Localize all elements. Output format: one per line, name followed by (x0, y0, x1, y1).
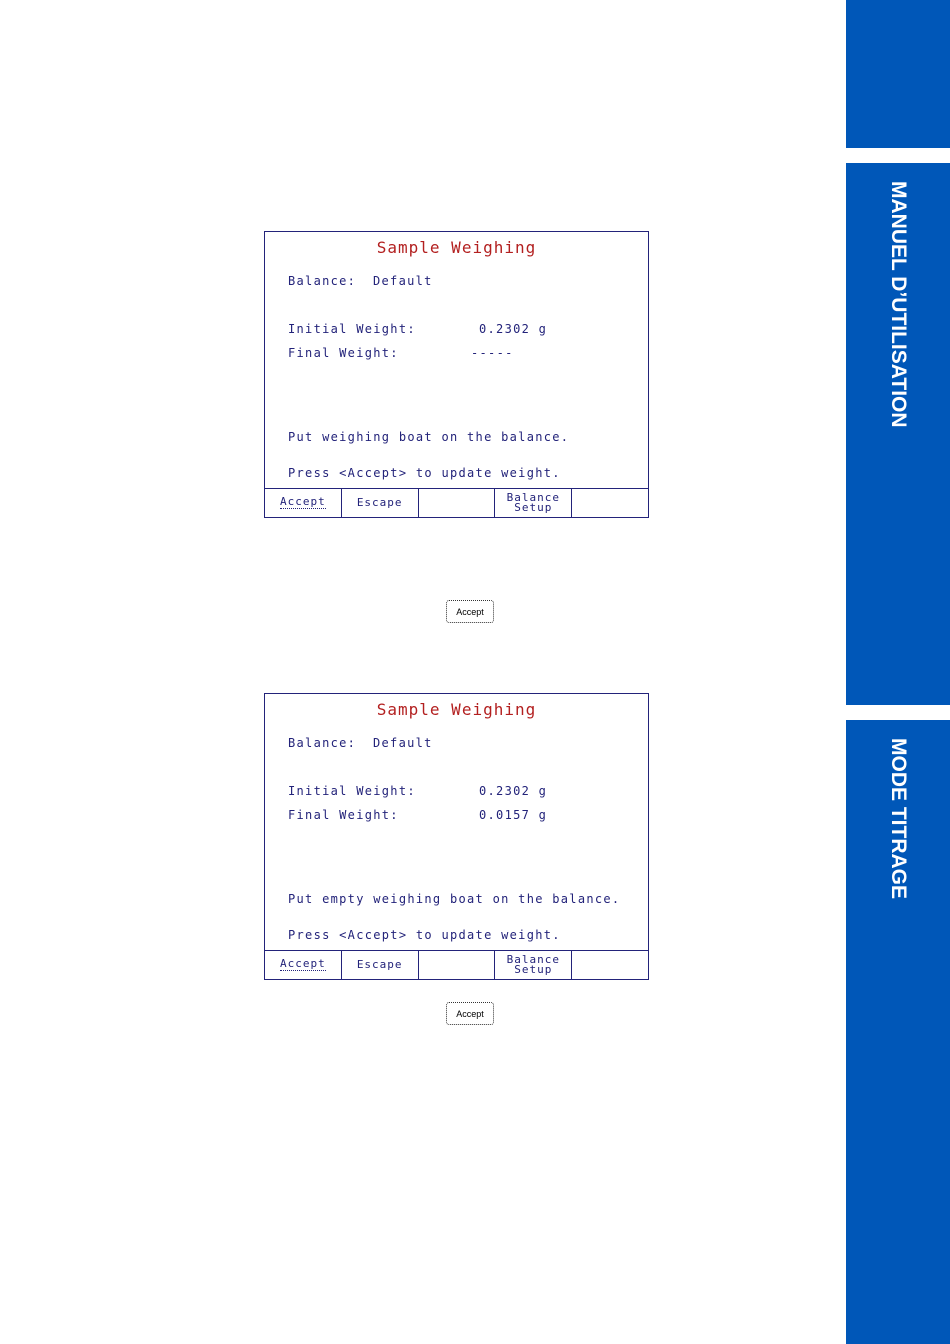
softkey-escape[interactable]: Escape (342, 951, 419, 979)
side-tab-manual-label: MANUEL D’UTILISATION (887, 181, 910, 428)
sample-weighing-screen-2 (264, 693, 649, 980)
side-tab-mode (846, 720, 950, 1344)
instruction-message: Put weighing boat on the balance. (288, 430, 570, 444)
final-weight-label: Final Weight: (288, 808, 399, 822)
softkey-accept[interactable]: Accept (265, 951, 342, 979)
softkey-bar (265, 950, 648, 979)
final-weight-label: Final Weight: (288, 346, 399, 360)
instruction-message: Put empty weighing boat on the balance. (288, 892, 621, 906)
softkey-empty-3[interactable] (419, 489, 496, 517)
accept-button[interactable]: Accept (446, 1002, 494, 1025)
softkey-escape[interactable]: Escape (342, 489, 419, 517)
softkey-balance-setup[interactable]: Balance Setup (495, 951, 572, 979)
initial-weight-value: 0.2302 g (479, 322, 548, 336)
final-weight-value: 0.0157 g (479, 808, 548, 822)
initial-weight-label: Initial Weight: (288, 784, 416, 798)
balance-value: Default (373, 274, 433, 288)
screen-title: Sample Weighing (376, 238, 537, 257)
softkey-bar (265, 488, 648, 517)
side-tab-top (846, 0, 950, 148)
balance-label: Balance: (288, 274, 357, 288)
initial-weight-value: 0.2302 g (479, 784, 548, 798)
balance-label: Balance: (288, 736, 357, 750)
softkey-balance-setup[interactable]: Balance Setup (495, 489, 572, 517)
softkey-empty-3[interactable] (419, 951, 496, 979)
softkey-empty-5[interactable] (572, 489, 648, 517)
side-tab-manual (846, 163, 950, 705)
balance-value: Default (373, 736, 433, 750)
accept-hint-message: Press <Accept> to update weight. (288, 928, 561, 942)
softkey-accept[interactable]: Accept (265, 489, 342, 517)
screen-title: Sample Weighing (376, 700, 537, 719)
accept-button[interactable]: Accept (446, 600, 494, 623)
softkey-empty-5[interactable] (572, 951, 648, 979)
sample-weighing-screen-1 (264, 231, 649, 518)
final-weight-value: ----- (471, 346, 514, 360)
accept-hint-message: Press <Accept> to update weight. (288, 466, 561, 480)
side-tab-mode-label: MODE TITRAGE (887, 738, 910, 899)
initial-weight-label: Initial Weight: (288, 322, 416, 336)
